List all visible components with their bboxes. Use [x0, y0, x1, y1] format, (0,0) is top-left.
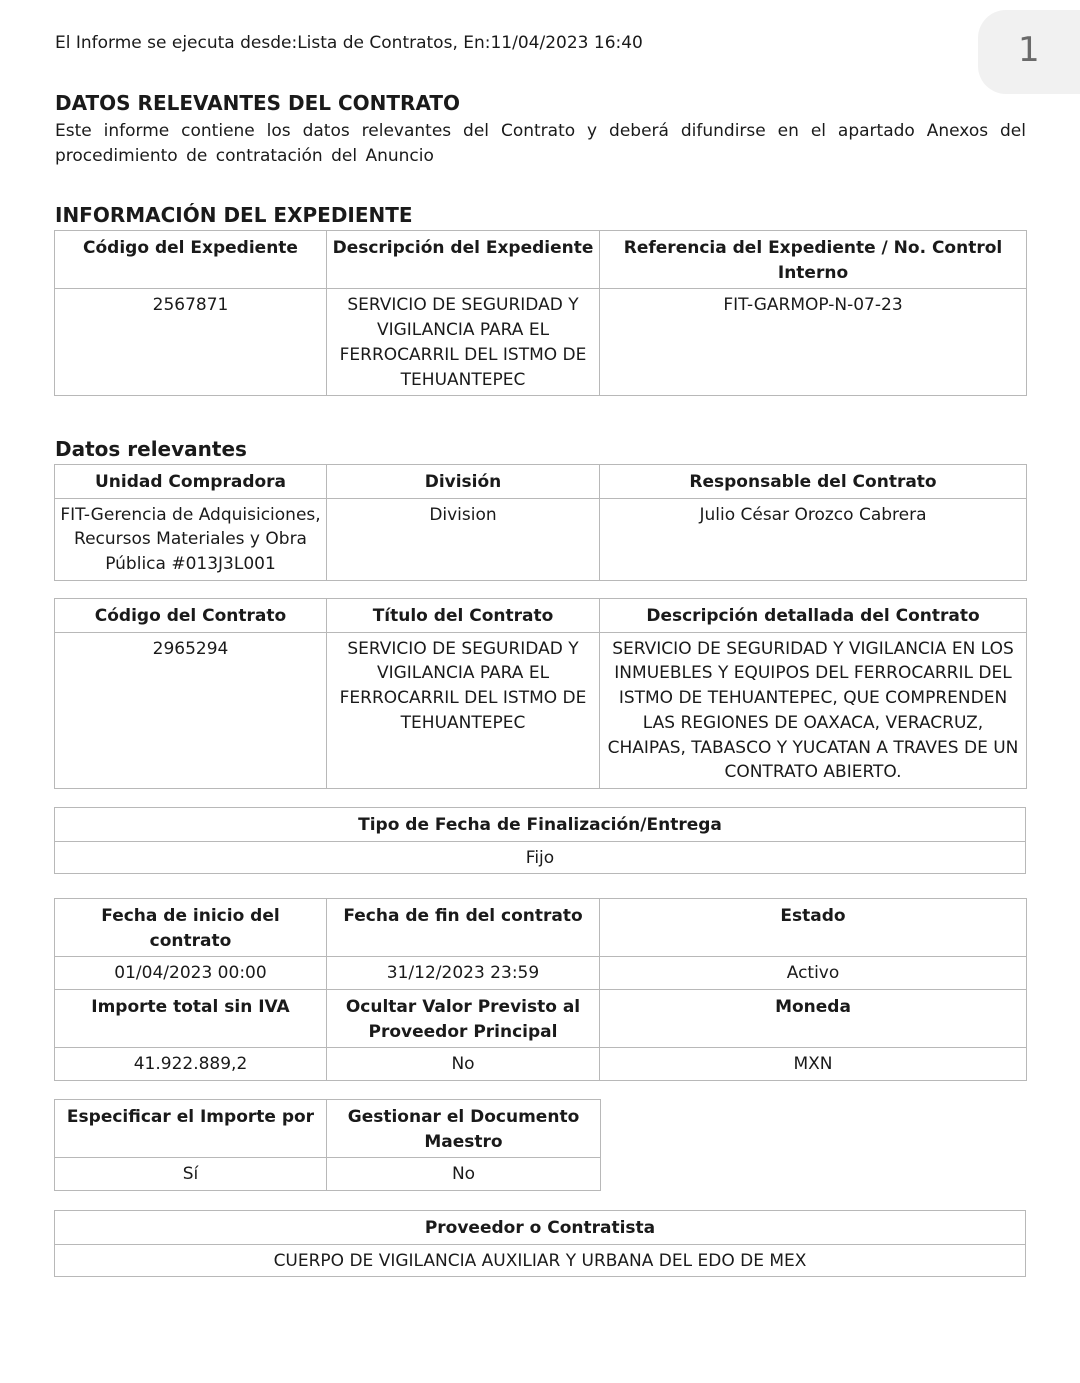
- header-ocultar-valor: Ocultar Valor Previsto al Proveedor Principal: [327, 990, 600, 1048]
- header-tipo-fecha: Tipo de Fecha de Finalización/Entrega: [55, 808, 1026, 842]
- table-row: [55, 498, 1027, 580]
- intro-paragraph: Este informe contiene los datos relevantes del Contrato y deberá difundirse en el apartado Anexos del procedimiento de contratación del Anuncio: [55, 121, 1026, 166]
- table-header-row: [55, 231, 1027, 289]
- table-header-row: [55, 465, 1027, 499]
- report-run-info: El Informe se ejecuta desde:Lista de Contratos, En:11/04/2023 16:40: [55, 33, 643, 53]
- importe-table: [54, 989, 1027, 1081]
- table-header-row: [55, 808, 1026, 842]
- header-estado: Estado: [600, 899, 1027, 957]
- table-row: [55, 957, 1027, 990]
- table-header-row: [55, 899, 1027, 957]
- tipo-fecha: Fijo: [55, 841, 1026, 874]
- moneda: MXN: [600, 1048, 1027, 1081]
- gestionar-documento: No: [327, 1158, 601, 1191]
- header-especificar-importe: Especificar el Importe por: [55, 1100, 327, 1158]
- proveedor: CUERPO DE VIGILANCIA AUXILIAR Y URBANA DEL EDO DE MEX: [55, 1244, 1026, 1277]
- expediente-table: [54, 230, 1027, 396]
- tipo-fecha-table: [54, 807, 1026, 874]
- especificar-importe: Sí: [55, 1158, 327, 1191]
- especificar-table: [54, 1099, 601, 1191]
- descripcion-detallada: SERVICIO DE SEGURIDAD Y VIGILANCIA EN LOS INMUEBLES Y EQUIPOS DEL FERROCARRIL DEL ISTMO DE TEHUANTEPEC, QUE COMPRENDEN LAS REGIONES DE OAXACA, VERACRUZ, CHAIPAS, TABASCO Y YUCATAN A TRAVES DE UN CONTRATO ABIERTO.: [600, 632, 1027, 788]
- unidad-table: [54, 464, 1027, 581]
- header-descripcion-detallada: Descripción detallada del Contrato: [600, 599, 1027, 633]
- unidad-compradora: FIT-Gerencia de Adquisiciones, Recursos Materiales y Obra Pública #013J3L001: [55, 498, 327, 580]
- table-row: [55, 632, 1027, 788]
- table-row: [55, 1158, 601, 1191]
- table-row: [55, 841, 1026, 874]
- header-importe-total: Importe total sin IVA: [55, 990, 327, 1048]
- responsable-contrato: Julio César Orozco Cabrera: [600, 498, 1027, 580]
- header-descripcion-expediente: Descripción del Expediente: [327, 231, 600, 289]
- table-header-row: [55, 599, 1027, 633]
- expediente-heading: INFORMACIÓN DEL EXPEDIENTE: [55, 203, 413, 227]
- titulo-contrato: SERVICIO DE SEGURIDAD Y VIGILANCIA PARA EL FERROCARRIL DEL ISTMO DE TEHUANTEPEC: [327, 632, 600, 788]
- division: Division: [327, 498, 600, 580]
- header-codigo-contrato: Código del Contrato: [55, 599, 327, 633]
- header-codigo-expediente: Código del Expediente: [55, 231, 327, 289]
- header-referencia-expediente: Referencia del Expediente / No. Control Interno: [600, 231, 1027, 289]
- table-row: [55, 289, 1027, 396]
- header-unidad-compradora: Unidad Compradora: [55, 465, 327, 499]
- datos-relevantes-heading: Datos relevantes: [55, 437, 247, 461]
- referencia-expediente: FIT-GARMOP-N-07-23: [600, 289, 1027, 396]
- ocultar-valor: No: [327, 1048, 600, 1081]
- header-moneda: Moneda: [600, 990, 1027, 1048]
- table-header-row: [55, 1100, 601, 1158]
- table-row: [55, 1048, 1027, 1081]
- header-division: División: [327, 465, 600, 499]
- header-titulo-contrato: Título del Contrato: [327, 599, 600, 633]
- page-number: 1: [1018, 30, 1040, 70]
- proveedor-table: [54, 1210, 1026, 1277]
- header-proveedor: Proveedor o Contratista: [55, 1211, 1026, 1245]
- fecha-inicio: 01/04/2023 00:00: [55, 957, 327, 990]
- table-header-row: [55, 990, 1027, 1048]
- descripcion-expediente: SERVICIO DE SEGURIDAD Y VIGILANCIA PARA EL FERROCARRIL DEL ISTMO DE TEHUANTEPEC: [327, 289, 600, 396]
- fechas-table: [54, 898, 1027, 990]
- document-title: DATOS RELEVANTES DEL CONTRATO: [55, 91, 461, 115]
- table-row: [55, 1244, 1026, 1277]
- header-fecha-inicio: Fecha de inicio del contrato: [55, 899, 327, 957]
- importe-total: 41.922.889,2: [55, 1048, 327, 1081]
- estado: Activo: [600, 957, 1027, 990]
- header-responsable: Responsable del Contrato: [600, 465, 1027, 499]
- fecha-fin: 31/12/2023 23:59: [327, 957, 600, 990]
- codigo-contrato: 2965294: [55, 632, 327, 788]
- header-fecha-fin: Fecha de fin del contrato: [327, 899, 600, 957]
- table-header-row: [55, 1211, 1026, 1245]
- codigo-expediente: 2567871: [55, 289, 327, 396]
- contrato-table: [54, 598, 1027, 789]
- header-gestionar-documento: Gestionar el Documento Maestro: [327, 1100, 601, 1158]
